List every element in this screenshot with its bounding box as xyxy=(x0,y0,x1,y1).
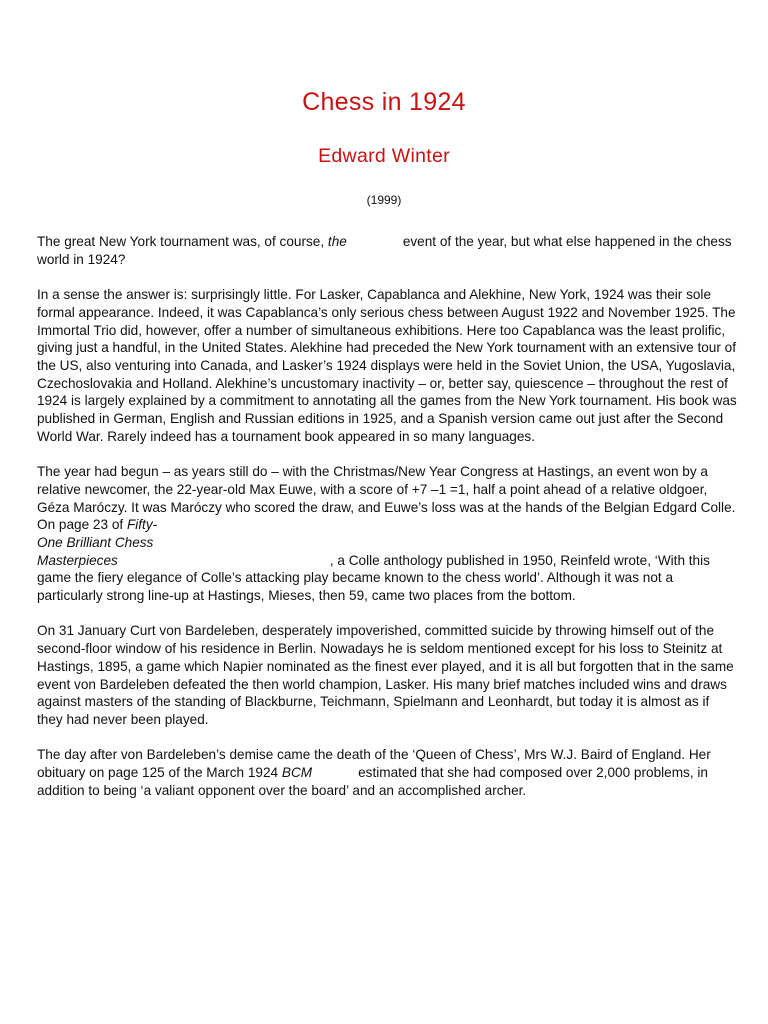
paragraph-2: In a sense the answer is: surprisingly little. For Lasker, Capablanca and Alekhine, New York, 1924 was their sole formal appearance. Indeed, it was Capablanca’s only serious chess between August 1922 and November 1925. The Immortal Trio did, however, offer a number of simultaneous exhibitions. Here too Capablanca was the least prolific, giving just a handful, in the United States. Alekhine had preceded the New York tournament with an extensive tour of the US, also venturing into Canada, and Lasker’s 1924 displays were held in the Soviet Union, the USA, Yugoslavia, Czechoslovakia and Holland. Alekhine’s uncustomary inactivity – or, better say, quiescence – throughout the rest of 1924 is largely explained by a commitment to annotating all the games from the New York tournament. His book was published in German, English and Russian editions in 1925, and a Spanish version came out just after the Second World War. Rarely indeed has a tournament book appeared in so many languages. xyxy=(37,287,737,444)
paragraph-3 xyxy=(37,463,737,605)
book-title-line-3: Masterpieces xyxy=(37,552,118,568)
book-title-line-2: One Brilliant Chess xyxy=(37,534,154,550)
article-body xyxy=(37,233,737,817)
paragraph-5-emphasis: BCM xyxy=(281,765,313,781)
document-year: (1999) xyxy=(366,193,402,207)
paragraph-1-text-c: event of the year, but what else happened in the chess world in 1924? xyxy=(37,234,732,267)
paragraph-1-text-a: The great New York tournament was, of course, xyxy=(37,234,325,249)
paragraph-3-text-a: The year had begun – as years still do – with the Christmas/New Year Congress at Hastings, an event won by a relative newcomer, the 22-year-old Max Euwe, with a score of +7 –1 =1, half a point ahead of a relative oldgoer, Géza Maróczy. It was Maróczy who scored the draw, and Euwe’s loss was at the hands of the Belgian Edgard Colle. On page 23 of xyxy=(37,464,736,533)
paragraph-1 xyxy=(37,233,737,268)
paragraph-3-text-c: , a Colle anthology published in 1950, Reinfeld wrote, ‘With this game the fiery elegance of Colle’s attacking play became known to the chess world’. Although it was not a particularly strong line-up at Hastings, Mieses, then 59, came two places from the bottom. xyxy=(37,552,710,604)
paragraph-5-text-a: The day after von Bardeleben’s demise came the death of the ‘Queen of Chess’, Mrs W.J. Baird of England. Her obituary on page 125 of the March 1924 xyxy=(37,747,711,781)
paragraph-5-text-c: estimated that she had composed over 2,000 problems, in addition to being ‘a valiant opponent over the board’ and an accomplished archer. xyxy=(37,765,708,798)
book-title-line-1: Fifty- xyxy=(126,517,158,533)
document-title: Chess in 1924 xyxy=(302,88,466,116)
paragraph-4: On 31 January Curt von Bardeleben, desperately impoverished, committed suicide by throwing himself out of the second-floor window of his residence in Berlin. Nowadays he is seldom mentioned except for his loss to Steinitz at Hastings, 1895, a game which Napier nominated as the finest ever played, and it is all but forgotten that in the same event von Bardeleben defeated the then world champion, Lasker. His many brief matches included wins and draws against masters of the standing of Blackburne, Teichmann, Spielmann and Leonhardt, but today it is almost as if they had never been played. xyxy=(37,623,734,727)
document-author: Edward Winter xyxy=(318,145,450,167)
paragraph-5 xyxy=(37,746,737,799)
paragraph-1-emphasis: the xyxy=(327,234,347,249)
